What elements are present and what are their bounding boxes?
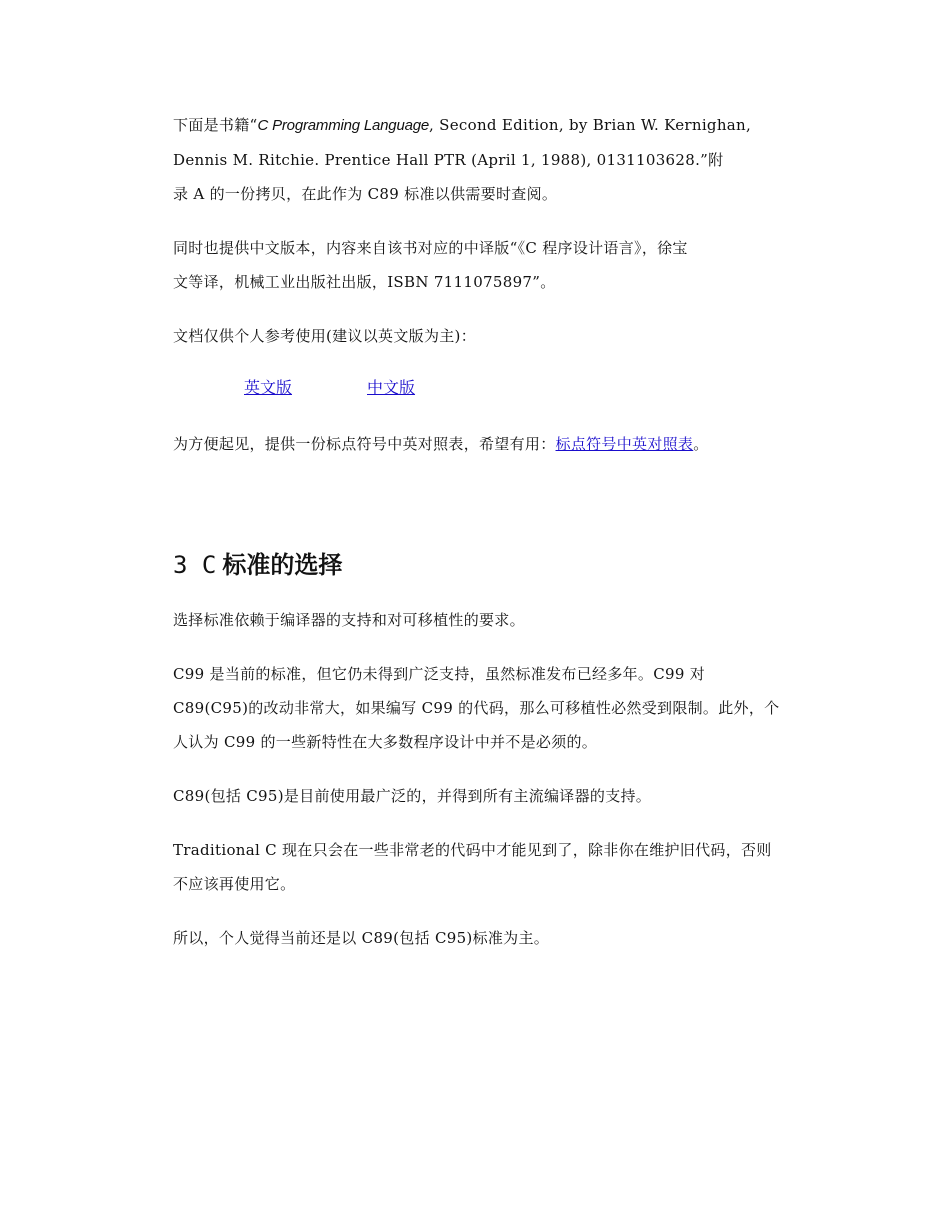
section-paragraph: 所以，个人觉得当前还是以 C89(包括 C95)标准为主。 [173,929,550,947]
chinese-version-line2: 文等译，机械工业出版社出版，ISBN 7111075897”。 [173,273,556,291]
punctuation-table-link[interactable]: 标点符号中英对照表 [555,435,694,453]
intro-line2: Dennis M. Ritchie. Prentice Hall PTR (April 1, 1988), 0131103628.”附 [173,151,724,169]
section-paragraph: C89(包括 C95)是目前使用最广泛的，并得到所有主流编译器的支持。 [173,787,652,805]
section-title: 标准的选择 [222,551,343,579]
intro-line1-rest: , Second Edition, by Brian W. Kernighan, [429,116,752,134]
section-paragraph: Traditional C 现在只会在一些非常老的代码中才能见到了，除非你在维护旧代码，否则不应该再使用它。 [173,841,772,893]
section-heading [173,549,785,581]
chinese-version-line1: 同时也提供中文版本，内容来自该书对应的中译版“《C 程序设计语言》，徐宝 [173,239,688,257]
section-paragraph: 选择标准依赖于编译器的支持和对可移植性的要求。 [173,611,525,629]
intro-prefix: 下面是书籍“ [173,116,258,134]
punctuation-end: 。 [693,435,709,453]
version-links [173,371,785,405]
intro-paragraph-chinese-version [173,231,785,299]
section-number: 3 C [173,551,217,579]
intro-paragraph-book-reference [173,108,785,211]
chinese-version-link[interactable]: 中文版 [367,378,416,397]
english-version-link[interactable]: 英文版 [244,378,293,397]
book-title: C Programming Language [257,117,430,134]
intro-line3: 录 A 的一份拷贝，在此作为 C89 标准以供需要时查阅。 [173,185,558,203]
document-page [173,108,785,975]
punctuation-text: 为方便起见，提供一份标点符号中英对照表，希望有用： [173,435,556,453]
usage-note: 文档仅供个人参考使用(建议以英文版为主)： [173,327,477,345]
section-paragraph: C99 是当前的标准，但它仍未得到广泛支持，虽然标准发布已经多年。C99 对 C89(C95)的改动非常大，如果编写 C99 的代码，那么可移植性必然受到限制。此外，个人认为 C99 的一些新特性在大多数程序设计中并不是必须的。 [173,665,780,751]
punctuation-paragraph [173,427,785,461]
